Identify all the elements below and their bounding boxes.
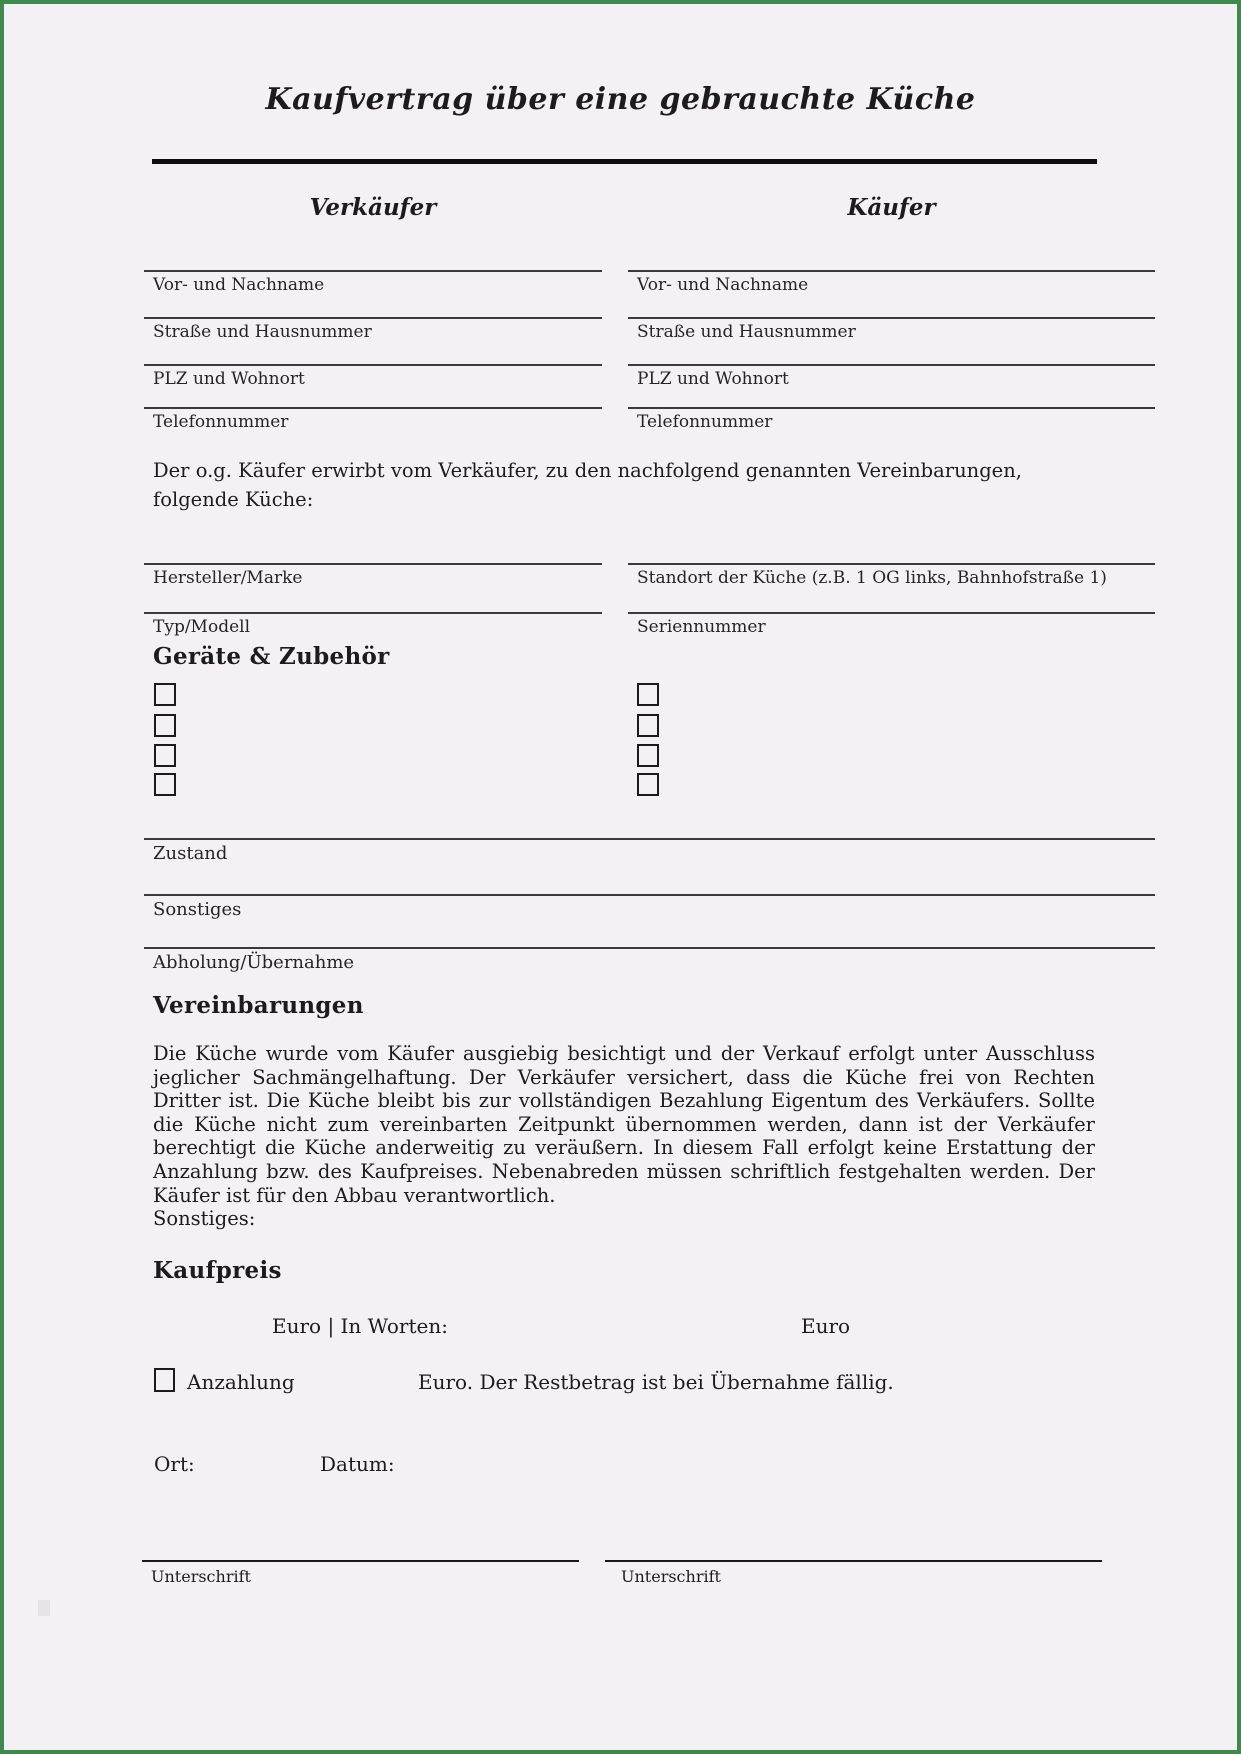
field-label: Telefonnummer [637, 412, 773, 432]
page-title: Kaufvertrag über eine gebrauchte Küche [265, 82, 976, 117]
field-label: PLZ und Wohnort [153, 369, 305, 389]
fill-line[interactable] [628, 407, 1155, 409]
fill-line[interactable] [628, 317, 1155, 319]
signature-label: Unterschrift [151, 1567, 251, 1586]
field-label: Vor- und Nachname [153, 275, 325, 295]
ort-label: Ort: [154, 1452, 195, 1476]
field-label: Straße und Hausnummer [153, 322, 372, 342]
title-divider [152, 159, 1097, 164]
seller-signature-field [142, 1560, 579, 1586]
fill-line[interactable] [144, 838, 1155, 840]
seller-city-field [144, 364, 602, 390]
signature-line[interactable] [142, 1560, 579, 1562]
fill-line[interactable] [628, 364, 1155, 366]
field-label: Straße und Hausnummer [637, 322, 856, 342]
deposit-text: Euro. Der Restbetrag ist bei Übernahme fällig. [418, 1370, 894, 1394]
equipment-checkbox[interactable] [637, 773, 659, 796]
field-label: Standort der Küche (z.B. 1 OG links, Bahnhofstraße 1) [637, 568, 1107, 588]
buyer-signature-field [605, 1560, 1102, 1586]
seller-phone-field [144, 407, 602, 433]
fill-line[interactable] [144, 563, 602, 565]
buyer-city-field [628, 364, 1155, 390]
field-label: Hersteller/Marke [153, 568, 303, 588]
fill-line[interactable] [628, 563, 1155, 565]
buyer-header: Käufer [847, 194, 936, 221]
datum-label: Datum: [320, 1452, 395, 1476]
fill-line[interactable] [144, 612, 602, 614]
signature-line[interactable] [605, 1560, 1102, 1562]
agreements-heading: Vereinbarungen [153, 992, 364, 1019]
agreements-paragraph: Die Küche wurde vom Käufer ausgiebig besichtigt und der Verkauf erfolgt unter Ausschluss jeglicher Sachmängelhaftung. Der Verkäufer versichert, dass die Küche frei von Rechten Dritter ist. Die Küche bleibt bis zur vollständigen Bezahlung Eigentum des Verkäufers. Sollte die Küche nicht zum vereinbarten Zeitpunkt übernommen werden, dann ist der Verkäufer berechtigt die Küche anderweitig zu veräußern. In diesem Fall erfolgt keine Erstattung der Anzahlung bzw. des Kaufpreises. Nebenabreden müssen schriftlich festgehalten werden. Der Käufer ist für den Abbau verantwortlich. [153, 1042, 1095, 1207]
fill-line[interactable] [628, 612, 1155, 614]
equipment-checkbox[interactable] [154, 773, 176, 796]
deposit-label: Anzahlung [187, 1370, 295, 1394]
field-label: Abholung/Übernahme [153, 952, 355, 973]
seller-name-field [144, 270, 602, 296]
field-label: Vor- und Nachname [637, 275, 809, 295]
equipment-checkbox[interactable] [154, 683, 176, 706]
signature-label: Unterschrift [621, 1567, 721, 1586]
seller-street-field [144, 317, 602, 343]
euro-in-words-label: Euro | In Worten: [272, 1314, 448, 1338]
intro-paragraph: Der o.g. Käufer erwirbt vom Verkäufer, zu den nachfolgend genannten Vereinbarungen, folgende Küche: [153, 459, 1022, 511]
location-field [628, 563, 1155, 589]
deposit-checkbox[interactable] [154, 1368, 175, 1392]
serial-field [628, 612, 1155, 638]
seller-header: Verkäufer [309, 194, 437, 221]
misc-field [144, 894, 1155, 921]
fill-line[interactable] [144, 270, 602, 272]
fill-line[interactable] [144, 947, 1155, 949]
sonstiges-note-label: Sonstiges: [153, 1207, 256, 1230]
fill-line[interactable] [144, 894, 1155, 896]
buyer-street-field [628, 317, 1155, 343]
field-label: Sonstiges [153, 899, 242, 920]
price-heading: Kaufpreis [153, 1257, 282, 1284]
field-label: Typ/Modell [153, 617, 251, 637]
field-label: Telefonnummer [153, 412, 289, 432]
condition-field [144, 838, 1155, 865]
page-artifact [38, 1600, 50, 1616]
equipment-checkbox[interactable] [637, 714, 659, 737]
equipment-checkbox[interactable] [154, 744, 176, 767]
pickup-field [144, 947, 1155, 974]
manufacturer-field [144, 563, 602, 589]
field-label: Zustand [153, 843, 228, 864]
equipment-checkbox[interactable] [154, 714, 176, 737]
fill-line[interactable] [144, 317, 602, 319]
equipment-checkbox[interactable] [637, 744, 659, 767]
euro-label: Euro [801, 1314, 851, 1338]
field-label: Seriennummer [637, 617, 766, 637]
equipment-checkbox[interactable] [637, 683, 659, 706]
buyer-name-field [628, 270, 1155, 296]
fill-line[interactable] [144, 364, 602, 366]
equipment-heading: Geräte & Zubehör [153, 643, 390, 670]
model-field [144, 612, 602, 638]
buyer-phone-field [628, 407, 1155, 433]
field-label: PLZ und Wohnort [637, 369, 789, 389]
fill-line[interactable] [628, 270, 1155, 272]
fill-line[interactable] [144, 407, 602, 409]
